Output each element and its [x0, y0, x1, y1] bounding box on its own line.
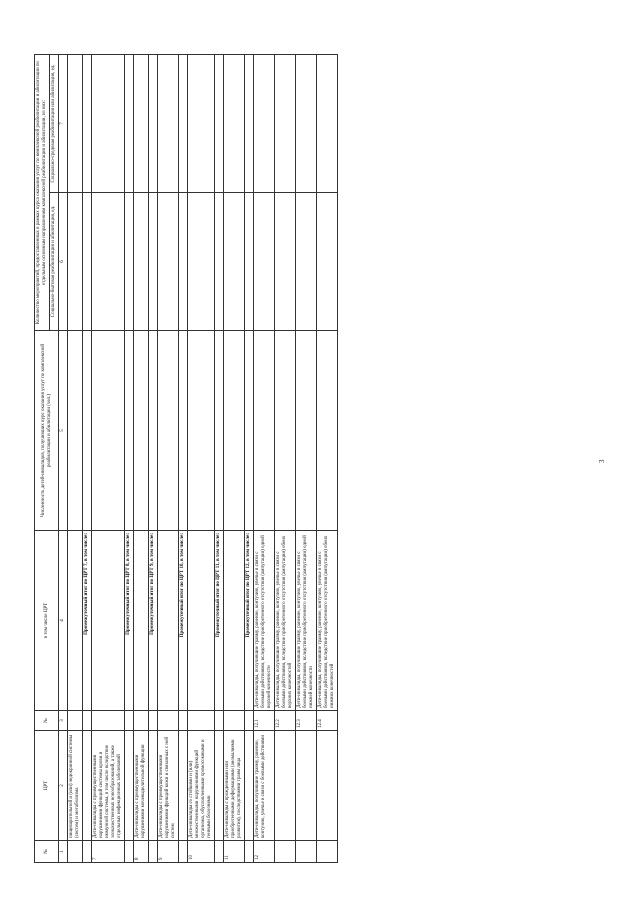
value-cell: [224, 331, 245, 531]
value-cell: [188, 331, 215, 531]
value-cell: [296, 331, 317, 531]
table-cell: [158, 711, 179, 731]
table-cell: [149, 841, 158, 863]
value-cell: [83, 331, 92, 531]
value-cell: [149, 193, 158, 331]
header-socmed: Социально-средовая реабилитация или абилитация, ед.: [50, 55, 59, 193]
value-cell: [158, 331, 179, 531]
table-cell: [245, 841, 254, 863]
header-count: Численность детей-инвалидов, получивших курс оказания услуг по комплексной реабилитации и абилитации (чел.): [35, 331, 59, 531]
table-cell: 12.1: [254, 711, 275, 731]
value-cell: [83, 193, 92, 331]
table-cell: Промежуточный итог по ЦРТ 7, в том числе:: [83, 531, 92, 711]
table-cell: [188, 531, 215, 711]
table-row: [125, 55, 134, 863]
table-cell: 12.2: [275, 711, 296, 731]
value-cell: [149, 331, 158, 531]
table-row: [224, 55, 245, 863]
table-cell: [215, 711, 224, 731]
table-cell: [92, 711, 125, 731]
value-cell: [215, 55, 224, 193]
table-cell: [317, 841, 338, 863]
table-cell: 12.4: [317, 711, 338, 731]
header-soc: Социально-бытовая реабилитация и абилитация, ед.: [50, 193, 59, 331]
table-cell: [83, 711, 92, 731]
value-cell: [92, 331, 125, 531]
value-cell: [296, 55, 317, 193]
table-cell: Промежуточный итог по ЦРТ 9, в том числе:: [149, 531, 158, 711]
value-cell: [245, 331, 254, 531]
value-cell: [224, 193, 245, 331]
table-cell: [179, 731, 188, 841]
value-cell: [275, 331, 296, 531]
table-row: [215, 55, 224, 863]
table-cell: [68, 531, 83, 711]
table-cell: 10: [188, 841, 215, 863]
table-row: [158, 55, 179, 863]
value-cell: [317, 193, 338, 331]
table-row: [275, 55, 296, 863]
table-row: [149, 55, 158, 863]
table-cell: [134, 711, 149, 731]
table-cell: 12: [254, 841, 275, 863]
table-cell: Дети-инвалиды со стойкими и (или) множественными нарушениями функций организма, обусловленными хромосомными и генными болезнями: [188, 731, 215, 841]
table-cell: [179, 841, 188, 863]
value-cell: [125, 55, 134, 193]
table-cell: [224, 711, 245, 731]
value-cell: [149, 55, 158, 193]
value-cell: [215, 331, 224, 531]
colnum: 5: [59, 331, 68, 531]
value-cell: [317, 55, 338, 193]
table-cell: 8: [134, 841, 149, 863]
header-crt: ЦРТ: [35, 731, 59, 841]
colnum: 1: [59, 841, 68, 863]
table-row: [317, 55, 338, 863]
table-cell: [275, 841, 296, 863]
table-cell: [134, 531, 149, 711]
colnum: 4: [59, 531, 68, 711]
table-cell: пищеварительной и (или) эндокринной системы (систем) и метаболизма: [68, 731, 83, 841]
table-cell: [296, 841, 317, 863]
table-cell: [245, 731, 254, 841]
value-cell: [317, 331, 338, 531]
value-cell: [179, 193, 188, 331]
value-cell: [125, 193, 134, 331]
table-cell: [83, 731, 92, 841]
value-cell: [296, 193, 317, 331]
table-cell: [149, 731, 158, 841]
table-cell: [317, 731, 338, 841]
table-cell: [149, 711, 158, 731]
page-number: 3: [598, 459, 606, 463]
value-cell: [68, 193, 83, 331]
table-cell: [179, 711, 188, 731]
table-cell: 11: [224, 841, 245, 863]
table-row: [134, 55, 149, 863]
colnum: 7: [59, 55, 68, 193]
table-cell: Дети-инвалиды, получившие травму, ранение, контузию, увечье в связи с боевыми действиями, вследствие приобретенного отсутствия (ампутации) одной нижней конечности: [296, 531, 317, 711]
value-cell: [68, 55, 83, 193]
report-table: [34, 54, 338, 863]
value-cell: [245, 55, 254, 193]
colnum: 3: [59, 711, 68, 731]
header-num: №: [35, 711, 59, 731]
value-cell: [179, 55, 188, 193]
table-cell: [275, 731, 296, 841]
value-cell: [92, 55, 125, 193]
table-row: [83, 55, 92, 863]
value-cell: [245, 193, 254, 331]
value-cell: [83, 55, 92, 193]
table-cell: [68, 841, 83, 863]
table-cell: Дети-инвалиды с преимущественными нарушениями функций кожи и связанных с ней систем: [158, 731, 179, 841]
value-cell: [158, 55, 179, 193]
table-row: [179, 55, 188, 863]
table-cell: [125, 711, 134, 731]
table-cell: 12.3: [296, 711, 317, 731]
table-row: [68, 55, 83, 863]
table-cell: [83, 841, 92, 863]
table-cell: [188, 711, 215, 731]
table-cell: [125, 731, 134, 841]
value-cell: [188, 193, 215, 331]
value-cell: [158, 193, 179, 331]
value-cell: [68, 331, 83, 531]
value-cell: [188, 55, 215, 193]
table-cell: Промежуточный итог по ЦРТ 8, в том числе:: [125, 531, 134, 711]
table-cell: Промежуточный итог по ЦРТ 12, в том числе:: [245, 531, 254, 711]
table-row: [296, 55, 317, 863]
value-cell: [275, 55, 296, 193]
value-cell: [275, 193, 296, 331]
value-cell: [134, 55, 149, 193]
table-cell: [92, 531, 125, 711]
header-qty: Количество мероприятий, предоставленных в рамках курса оказания услуг по комплексной реабилитации и абилитации по отдельным основным направлениям комплексной реабилитации и абилитации, из них:: [35, 55, 50, 331]
table-cell: Дети-инвалиды, получившие травму, ранение, контузию, увечье в связи с боевыми действиями, вследствие приобретенного отсутствия (ампутации) обеих нижних конечностей: [317, 531, 338, 711]
table-row: [254, 55, 275, 863]
table-cell: [215, 731, 224, 841]
table-row: [245, 55, 254, 863]
colnum: 6: [59, 193, 68, 331]
table-cell: [68, 711, 83, 731]
value-cell: [92, 193, 125, 331]
table-cell: [215, 841, 224, 863]
value-cell: [224, 55, 245, 193]
colnum: 2: [59, 731, 68, 841]
table-cell: Дети-инвалиды, получившие травму, ранение, контузию, увечье в связи с боевыми действиями, вследствие приобретенного отсутствия (ампутации) обеих верхних конечностей: [275, 531, 296, 711]
header-incl: в том числе ЦРТ: [35, 531, 59, 711]
table-cell: [125, 841, 134, 863]
header-no: №: [35, 841, 59, 863]
table-cell: Промежуточный итог по ЦРТ 10, в том числе:: [179, 531, 188, 711]
table-cell: [245, 711, 254, 731]
table-cell: [296, 731, 317, 841]
table-cell: [224, 531, 245, 711]
value-cell: [125, 331, 134, 531]
column-numbers: [59, 55, 68, 863]
table-row: [92, 55, 125, 863]
table-cell: Дети-инвалиды с преимущественными нарушениями функций системы крови и иммунной системы, в том числе вследствие злокачественных новообразований, а также отдельных инфекционных заболеваний: [92, 731, 125, 841]
table-cell: 9: [158, 841, 179, 863]
value-cell: [134, 193, 149, 331]
table-cell: Дети-инвалиды, получившие травму, ранение, контузию, увечье в связи с боевыми действиями: [254, 731, 275, 841]
table-cell: Дети-инвалиды, получившие травму, ранение, контузию, увечье в связи с боевыми действиями, вследствие приобретенного отсутствия (ампутации) одной верхней конечности: [254, 531, 275, 711]
table-cell: Дети-инвалиды с преимущественными нарушениями мочевыделительной функции: [134, 731, 149, 841]
value-cell: [254, 331, 275, 531]
table-cell: [158, 531, 179, 711]
table-cell: 7: [92, 841, 125, 863]
value-cell: [254, 193, 275, 331]
table-cell: Промежуточный итог по ЦРТ 11, в том числе:: [215, 531, 224, 711]
value-cell: [134, 331, 149, 531]
table-cell: Дети-инвалиды с врожденными или приобретенными деформациями (аномалиями развития), последствиями травм лица: [224, 731, 245, 841]
value-cell: [254, 55, 275, 193]
table-row: [188, 55, 215, 863]
value-cell: [215, 193, 224, 331]
value-cell: [179, 331, 188, 531]
